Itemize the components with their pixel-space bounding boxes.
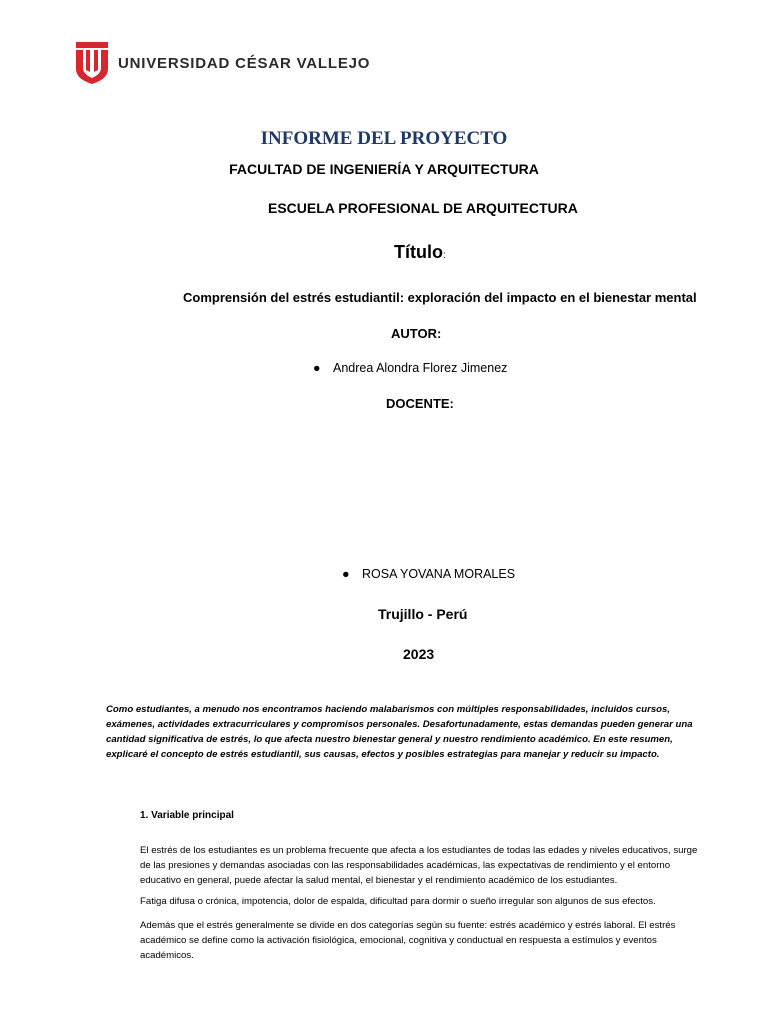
author-name: Andrea Alondra Florez Jimenez	[333, 361, 508, 375]
docente-list-item	[342, 567, 515, 581]
body-paragraph: Además que el estrés generalmente se divide en dos categorías según su fuente: estrés académico y estrés laboral. El estrés académico se define como la activación fisiológica, emocional, cognitiva y conductual en respuesta a estímulos y eventos académicos.	[140, 920, 676, 961]
author-list-item	[313, 361, 507, 375]
project-title: Comprensión del estrés estudiantil: exploración del impacto en el bienestar mental	[183, 290, 697, 305]
section-heading: 1. Variable principal	[140, 810, 234, 821]
abstract-paragraph: Como estudiantes, a menudo nos encontramos haciendo malabarismos con múltiples responsabilidades, incluidos cursos, exámenes, actividades extracurriculares y compromisos personales. Desafortunadamente, estas demandas pueden generar una cantidad significativa de estrés, lo que afecta nuestro bienestar general y nuestro rendimiento académico. En este resumen, explicaré el concepto de estrés estudiantil, sus causas, efectos y posibles estrategias para manejar y reducir su impacto.	[106, 704, 693, 760]
body-paragraph: El estrés de los estudiantes es un problema frecuente que afecta a los estudiantes de todas las edades y niveles educativos, surge de las presiones y demandas asociadas con las responsabilidades académicas, las expectativas de rendimiento y el entorno educativo en general, puede afectar la salud mental, el bienestar y el rendimiento académico de los estudiantes.	[140, 845, 698, 886]
title-label	[394, 242, 446, 263]
body-paragraph: Fatiga difusa o crónica, impotencia, dolor de espalda, dificultad para dormir o sueño irregular son algunos de sus efectos.	[140, 896, 656, 907]
university-name	[118, 55, 370, 72]
year: 2023	[403, 646, 435, 662]
ucv-logo-icon	[76, 42, 108, 84]
bullet-icon: ●	[313, 361, 321, 375]
report-title: INFORME DEL PROYECTO	[260, 128, 508, 149]
faculty-name: FACULTAD DE INGENIERÍA Y ARQUITECTURA	[229, 161, 539, 177]
docente-name: ROSA YOVANA MORALES	[362, 567, 516, 581]
title-label-text: Título	[394, 242, 443, 262]
place: Trujillo - Perú	[378, 606, 468, 622]
author-label: AUTOR:	[391, 326, 442, 341]
brand-word-2: CÉSAR	[235, 55, 292, 72]
brand-word-1: UNIVERSIDAD	[118, 55, 231, 72]
title-label-colon: :	[442, 250, 446, 261]
school-name: ESCUELA PROFESIONAL DE ARQUITECTURA	[268, 200, 578, 216]
docente-label: DOCENTE:	[386, 396, 454, 411]
brand-word-3: VALLEJO	[296, 55, 371, 72]
bullet-icon: ●	[342, 567, 350, 581]
